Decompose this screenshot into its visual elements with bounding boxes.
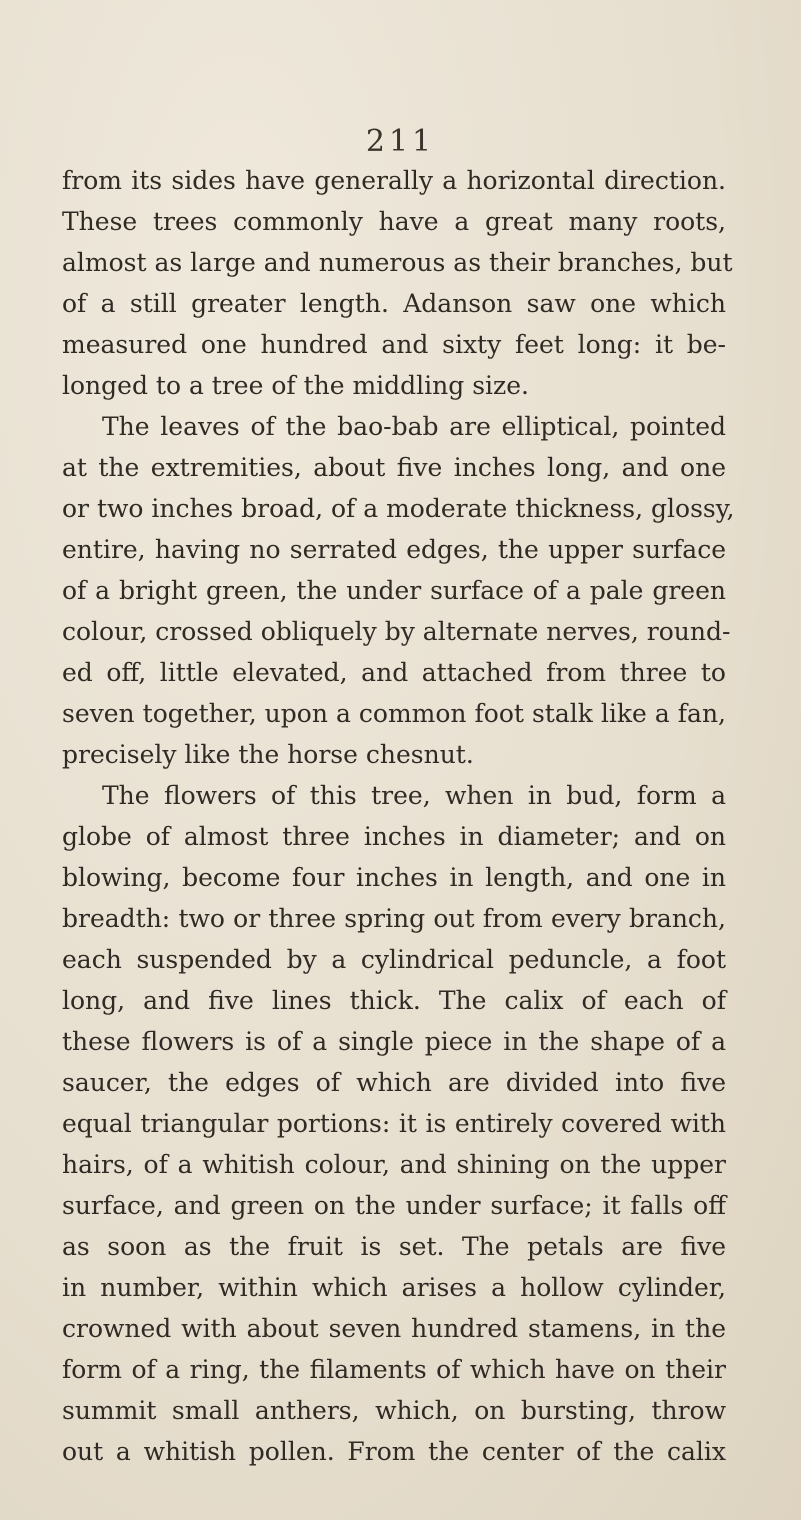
text-line: longed to a tree of the middling size. [62, 371, 529, 400]
text-line: summit small anthers, which, on bursting, throw [62, 1396, 726, 1425]
text-line: entire, having no serrated edges, the upper surface [62, 535, 726, 564]
text-line: These trees commonly have a great many roots, [62, 207, 726, 236]
text-line: of a bright green, the under surface of a pale green [62, 576, 726, 605]
text-line: hairs, of a whitish colour, and shining on the upper [62, 1150, 726, 1179]
text-line: at the extremities, about five inches long, and one [62, 453, 726, 482]
page-number: 211 [365, 124, 436, 159]
text-line: these flowers is of a single piece in the shape of a [62, 1027, 726, 1056]
text-line: each suspended by a cylindrical peduncle, a foot [62, 945, 726, 974]
text-line: colour, crossed obliquely by alternate nerves, round- [62, 617, 731, 646]
text-line: blowing, become four inches in length, and one in [62, 863, 726, 892]
text-line: out a whitish pollen. From the center of the calix [62, 1437, 726, 1466]
text-line: ed off, little elevated, and attached from three to [62, 658, 726, 687]
paragraph-start: The flowers of this tree, when in bud, form a [102, 781, 726, 810]
text-line: precisely like the horse chesnut. [62, 740, 474, 769]
text-line: saucer, the edges of which are divided into five [62, 1068, 726, 1097]
text-line: surface, and green on the under surface; it falls off [62, 1191, 726, 1220]
text-line: or two inches broad, of a moderate thickness, glossy, [62, 494, 735, 523]
text-line: globe of almost three inches in diameter; and on [62, 822, 726, 851]
text-line: crowned with about seven hundred stamens, in the [62, 1314, 726, 1343]
text-line: as soon as the fruit is set. The petals are five [62, 1232, 726, 1261]
text-line: in number, within which arises a hollow cylinder, [62, 1273, 726, 1302]
text-line: equal triangular portions: it is entirely covered with [62, 1109, 726, 1138]
text-line: of a still greater length. Adanson saw one which [62, 289, 726, 318]
paragraph-start: The leaves of the bao-bab are elliptical, pointed [102, 412, 726, 441]
text-line: breadth: two or three spring out from every branch, [62, 904, 726, 933]
text-line: long, and five lines thick. The calix of each of [62, 986, 726, 1015]
text-line: measured one hundred and sixty feet long: it be- [62, 330, 726, 359]
text-line: seven together, upon a common foot stalk like a fan, [62, 699, 726, 728]
text-line: almost as large and numerous as their branches, but [62, 248, 733, 277]
text-line: form of a ring, the filaments of which have on their [62, 1355, 726, 1384]
body-text [62, 160, 735, 1472]
text-line: from its sides have generally a horizontal direction. [62, 166, 726, 195]
